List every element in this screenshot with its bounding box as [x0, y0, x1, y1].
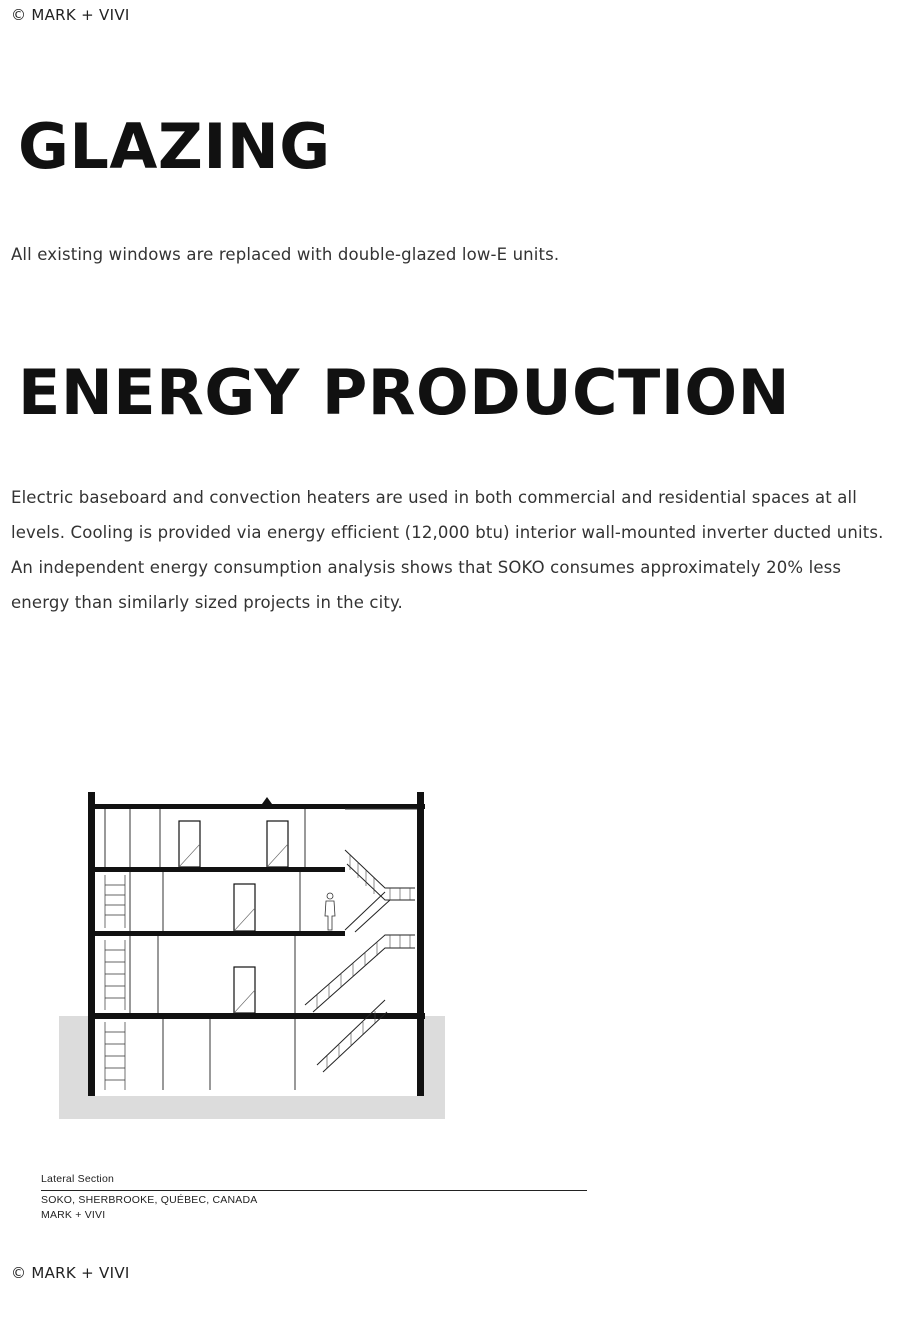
drawing-caption-location: SOKO, SHERBROOKE, QUÉBEC, CANADA	[41, 1194, 258, 1206]
drawing-caption-title: Lateral Section	[41, 1173, 115, 1185]
paragraph-energy-production: Electric baseboard and convection heaters are used in both commercial and residential spaces at all levels. Cooling is provided via energy efficient (12,000 btu) interior wall-mounted inverter ducted units. An independent energy consumption analysis shows that SOKO consumes approximately 20% less energy than similarly sized projects in the city.	[11, 488, 884, 612]
copyright-credit-bottom: © MARK + VIVI	[11, 1264, 130, 1282]
paragraph-glazing: All existing windows are replaced with double-glazed low-E units.	[11, 245, 560, 264]
caption-divider	[41, 1190, 587, 1191]
heading-energy-production: ENERGY PRODUCTION	[18, 356, 790, 429]
lateral-section-drawing	[55, 780, 450, 1125]
drawing-caption-author: MARK + VIVI	[41, 1209, 106, 1221]
heading-glazing: GLAZING	[18, 110, 331, 183]
copyright-credit-top: © MARK + VIVI	[11, 6, 130, 24]
